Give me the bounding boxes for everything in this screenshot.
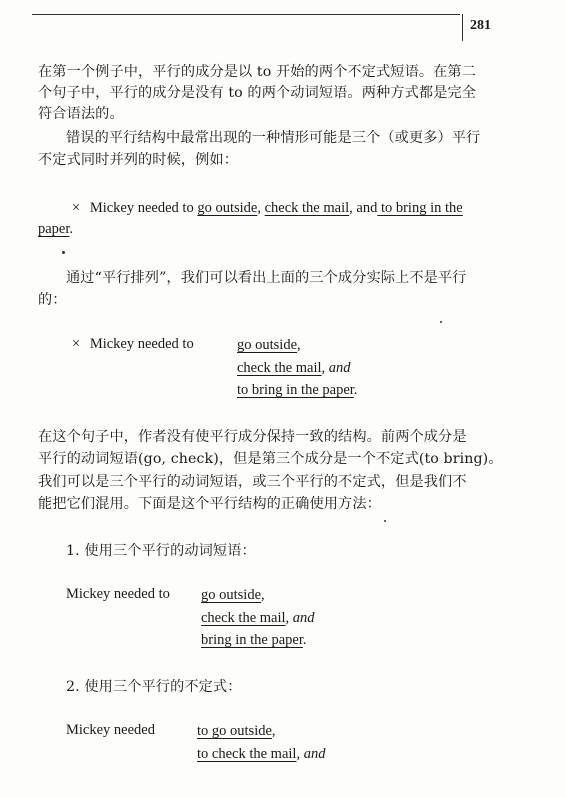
example-2-lead-line <box>72 336 194 353</box>
wrong-mark-icon: × <box>72 336 81 352</box>
example-3-phrase-2: check the mail, and <box>201 610 315 626</box>
example-2-lead: Mickey needed to <box>89 336 194 352</box>
paragraph-1-line-1: 在第一个例子中，平行的成分是以 to 开始的两个不定式短语。在第二 <box>38 64 477 80</box>
paragraph-4-line-4: 能把它们混用。下面是这个平行结构的正确使用方法： <box>38 496 381 512</box>
paragraph-4-line-3: 我们可以是三个平行的动词短语，或三个平行的不定式，但是我们不 <box>38 474 467 490</box>
paragraph-1-line-3: 符合语法的。 <box>38 106 124 122</box>
example-3-phrase-1: go outside, <box>201 587 265 603</box>
example-1-lead: Mickey needed to <box>89 200 194 216</box>
example-1-phrase-3-end: paper <box>38 221 70 237</box>
header-divider <box>462 14 463 41</box>
wrong-mark-icon: × <box>72 200 81 216</box>
example-4-phrase-2: to check the mail, and <box>197 746 326 762</box>
example-1-line-2: paper. <box>38 221 74 237</box>
paragraph-3-line-2: 的： <box>38 292 67 308</box>
paragraph-3-line-1: 通过“平行排列”，我们可以看出上面的三个成分实际上不是平行 <box>66 270 467 286</box>
header-rule <box>32 14 460 15</box>
speck <box>384 520 386 522</box>
example-1-phrase-2: check the mail <box>264 200 350 216</box>
example-1-phrase-1: go outside <box>197 200 258 216</box>
speck <box>62 251 65 254</box>
list-item-1: 1. 使用三个平行的动词短语： <box>66 543 256 559</box>
example-3-phrase-3: bring in the paper. <box>201 632 307 648</box>
example-2-phrase-3: to bring in the paper. <box>237 382 358 398</box>
example-2-phrase-1: go outside, <box>237 337 301 353</box>
paragraph-2-line-2: 不定式同时并列的时候，例如： <box>38 152 239 168</box>
example-1-line-1: × Mickey needed to go outside, check the mail, and to bring in the <box>72 200 463 216</box>
speck <box>440 321 442 323</box>
page-number: 281 <box>470 18 491 33</box>
paragraph-2-line-1: 错误的平行结构中最常出现的一种情形可能是三个（或更多）平行 <box>66 130 481 146</box>
list-item-2: 2. 使用三个平行的不定式： <box>66 679 242 695</box>
example-2-phrase-2: check the mail, and <box>237 360 351 376</box>
example-3-lead: Mickey needed to <box>66 586 170 602</box>
paragraph-1-line-2: 个句子中，平行的成分是没有 to 的两个动词短语。两种方式都是完全 <box>38 85 477 101</box>
example-1-phrase-3: to bring in the <box>377 200 463 216</box>
example-4-lead: Mickey needed <box>66 722 155 738</box>
paragraph-4-line-1: 在这个句子中，作者没有使平行成分保持一致的结构。前两个成分是 <box>38 429 467 445</box>
paragraph-4-line-2: 平行的动词短语(go, check)，但是第三个成分是一个不定式(to bring)。 <box>38 451 503 467</box>
example-4-phrase-1: to go outside, <box>197 723 276 739</box>
